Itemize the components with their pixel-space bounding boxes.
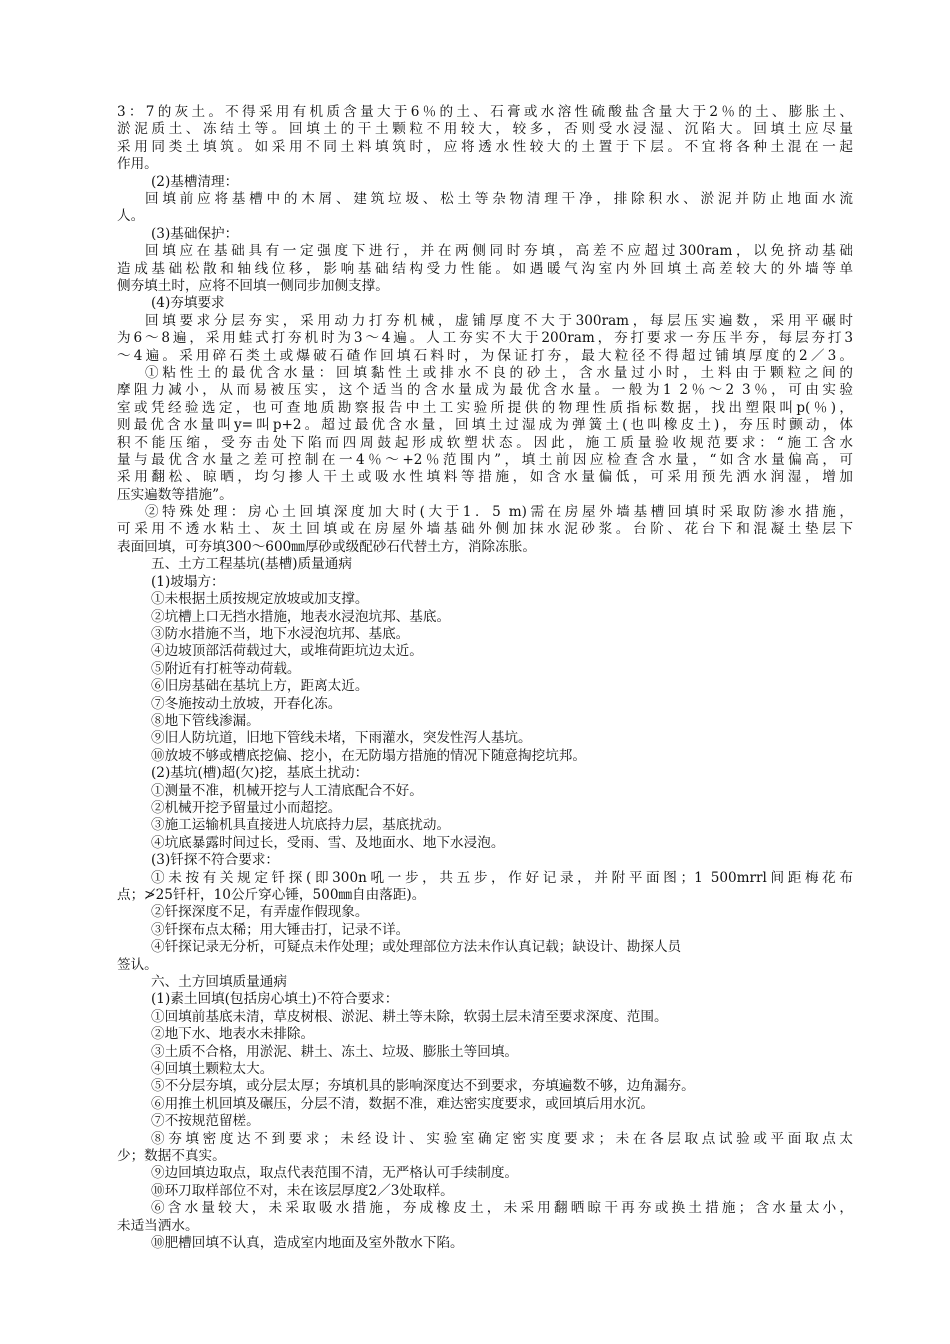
list-item: ③钎探布点太稀；用大锤击打，记录不详。 (151, 921, 410, 938)
text-line: 淤泥质土、冻结土等。回填土的干土颗粒不用较大，较多，否则受水浸湿、沉陷大。回填土应尽量 (117, 121, 853, 138)
section-heading: (3)基础保护： (151, 225, 239, 242)
text-line: 为6～8遍，采用蛙式打夯机时为3～4遍。人工夯实不大于200ram，夯打要求一夯压半夯，每层夯打3 (117, 330, 853, 347)
section-heading: 六、土方回填质量通病 (151, 974, 287, 991)
text-line: 摩阻力减小，从而易被压实，这个适当的含水量成为最优含水量。一般为1 2％～2 3％，可由实验 (117, 382, 853, 399)
list-item: ②坑槽上口无挡水措施，地表水浸泡坑邦、基底。 (151, 608, 451, 625)
list-item: ④坑底暴露时间过长，受雨、雪、及地面水、地下水浸泡。 (151, 834, 505, 851)
list-item: ④边坡顶部活荷载过大，或堆荷距坑边太近。 (151, 643, 423, 660)
text-line: ②特殊处理：房心土回填深度加大时(大于1．5 m)需在房屋外墙基槽回填时采取防渗水措施， (145, 504, 853, 521)
list-item: ⑧地下管线渗漏。 (151, 712, 260, 729)
section-heading: (1)坡塌方： (151, 573, 225, 590)
list-item: ③施工运输机具直接进人坑底持力层，基底扰动。 (151, 817, 451, 834)
list-item: ①未根据土质按规定放坡或加支撑。 (151, 591, 369, 608)
list-item: ⑤不分层夯填，或分层太厚；夯填机具的影响深度达不到要求，夯填遍数不够，边角漏夯。 (151, 1078, 695, 1095)
text-line: 未适当洒水。 (117, 1217, 199, 1234)
list-item: ⑥用推土机回填及碾压，分层不清，数据不准，难达密实度要求，或回填后用水沉。 (151, 1095, 654, 1112)
list-item: ②地下水、地表水未排除。 (151, 1026, 315, 1043)
text-line: ～4遍。采用碎石类土或爆破石碴作回填石料时，为保证打夯，最大粒径不得超过铺填厚度的2／3。 (117, 347, 853, 364)
list-item: ⑦冬施按动土放坡，开春化冻。 (151, 695, 342, 712)
text-line: 则最优含水量叫y=叫p+2。超过最优含水量，回填土过湿成为弹簧土(也叫橡皮土)，夯压时颤动，体 (117, 417, 853, 434)
text-line: ①粘性土的最优含水量：回填黏性土或排水不良的砂土，含水量过小时，土料由于颗粒之间的 (145, 364, 853, 381)
list-item: ⑩环刀取样部位不对，未在该层厚度2／3处取样。 (151, 1182, 454, 1199)
section-heading: (1)素土回填(包括房心填土)不符合要求： (151, 991, 399, 1008)
list-item: ③防水措施不当，地下水浸泡坑邦、基底。 (151, 625, 410, 642)
text-line: 回填应在基础具有一定强度下进行，并在两侧同时夯填，高差不应超过300ram，以免挤动基础 (145, 243, 853, 260)
list-item: ④回填土颗粒太大。 (151, 1061, 274, 1078)
list-item: ⑦不按规范留槎。 (151, 1113, 260, 1130)
list-item: ⑨旧人防坑道，旧地下管线未堵，下雨灌水，突发性泻人基坑。 (151, 730, 532, 747)
section-heading: (3)钎探不符合要求： (151, 852, 280, 869)
list-item: ①测量不准，机械开挖与人工清底配合不好。 (151, 782, 423, 799)
text-line: 造成基础松散和轴线位移，影响基础结构受力性能。如遇暖气沟室内外回填土高差较大的外墙等单 (117, 260, 853, 277)
section-heading: 五、土方工程基坑(基槽)质量通病 (151, 556, 352, 573)
text-line: 少；数据不真实。 (117, 1148, 226, 1165)
list-item: ⑤附近有打桩等动荷载。 (151, 660, 301, 677)
text-line: 回填要求分层夯实，采用动力打夯机械，虚铺厚度不大于300ram，每层压实遍数，采用平碾时 (145, 312, 853, 329)
list-item: ⑥旧房基础在基坑上方，距离太近。 (151, 678, 369, 695)
list-item: ②钎探深度不足，有弄虚作假现象。 (151, 904, 369, 921)
text-line: 侧夯填土时，应将不回填一侧同步加侧支撑。 (117, 277, 389, 294)
list-item: ⑥含水量较大，未采取吸水措施，夯成橡皮土，未采用翻晒晾干再夯或换土措施；含水量太小， (151, 1200, 853, 1217)
list-item: ①未按有关规定钎探(即300n吼一步，共五步，作好记录，并附平面图；1 500mrrl间距梅花布 (151, 869, 853, 886)
section-heading: (2)基坑(槽)超(欠)挖，基底土扰动： (151, 765, 369, 782)
section-heading: (2)基槽清理： (151, 173, 239, 190)
text-line: 回填前应将基槽中的木屑、建筑垃圾、松土等杂物清理干净，排除积水、淤泥并防止地面水流 (145, 190, 853, 207)
section-heading: (4)夯填要求 (151, 295, 225, 312)
list-item: ③土质不合格，用淤泥、耕土、冻土、垃圾、膨胀土等回填。 (151, 1043, 519, 1060)
text-line: 采用翻松、晾晒，均匀掺人干土或吸水性填料等措施，如含水量偏低，可采用预先洒水润湿，增加 (117, 469, 853, 486)
list-item: ⑩肥槽回填不认真，造成室内地面及室外散水下陷。 (151, 1235, 464, 1252)
text-line: 3：7的灰土。不得采用有机质含量大于6％的土、石膏或水溶性硫酸盐含量大于2％的土、膨胀土、 (117, 104, 853, 120)
text-line: 可采用不透水粘土、灰土回填或在房屋外墙基础外侧加抹水泥砂浆。台阶、花台下和混凝土垫层下 (117, 521, 853, 538)
list-item: ⑩放坡不够或槽底挖偏、挖小，在无防塌方措施的情况下随意掏挖坑邦。 (151, 747, 586, 764)
text-line: 采用同类土填筑。如采用不同土料填筑时，应将透水性较大的土置于下层。不宜将各种土混在一起 (117, 138, 853, 155)
text-line: 人。 (117, 208, 145, 225)
list-item: ⑧夯填密度达不到要求；未经设计、实验室确定密实度要求；未在各层取点试验或平面取点太 (151, 1130, 853, 1147)
text-line: 室或凭经验选定，也可查地质勘察报告中土工实验所提供的物理性质指标数据，找出塑限叫p(％)， (117, 399, 853, 416)
text-line: 表面回填，可夯填300～600㎜厚砂或级配砂石代替土方，消除冻胀。 (117, 538, 536, 555)
list-item: ①回填前基底未清，草皮树根、淤泥、耕土等未除，软弱土层未清至要求深度、范围。 (151, 1008, 668, 1025)
list-item: ⑨边回填边取点，取点代表范围不清，无严格认可手续制度。 (151, 1165, 519, 1182)
text-line: 压实遍数等措施”。 (117, 486, 233, 503)
text-line: 点；≯25钎杆，10公斤穿心锤，500㎜自由落距)。 (117, 886, 426, 903)
text-line: 签认。 (117, 956, 158, 973)
text-line: 作用。 (117, 156, 158, 173)
text-line: 积不能压缩，受夯击处下陷而四周鼓起形成软塑状态。因此，施工质量验收规范要求：“施工含水 (117, 434, 853, 451)
list-item: ④钎探记录无分析，可疑点未作处理；或处理部位方法未作认真记载；缺设计、勘探人员 (151, 939, 682, 956)
list-item: ②机械开挖予留量过小而超挖。 (151, 799, 342, 816)
document-page (117, 104, 853, 1252)
text-line: 量与最优含水量之差可控制在一4％～+2％范围内”，填土前因应检查含水量，“如含水量偏高，可 (117, 451, 853, 468)
